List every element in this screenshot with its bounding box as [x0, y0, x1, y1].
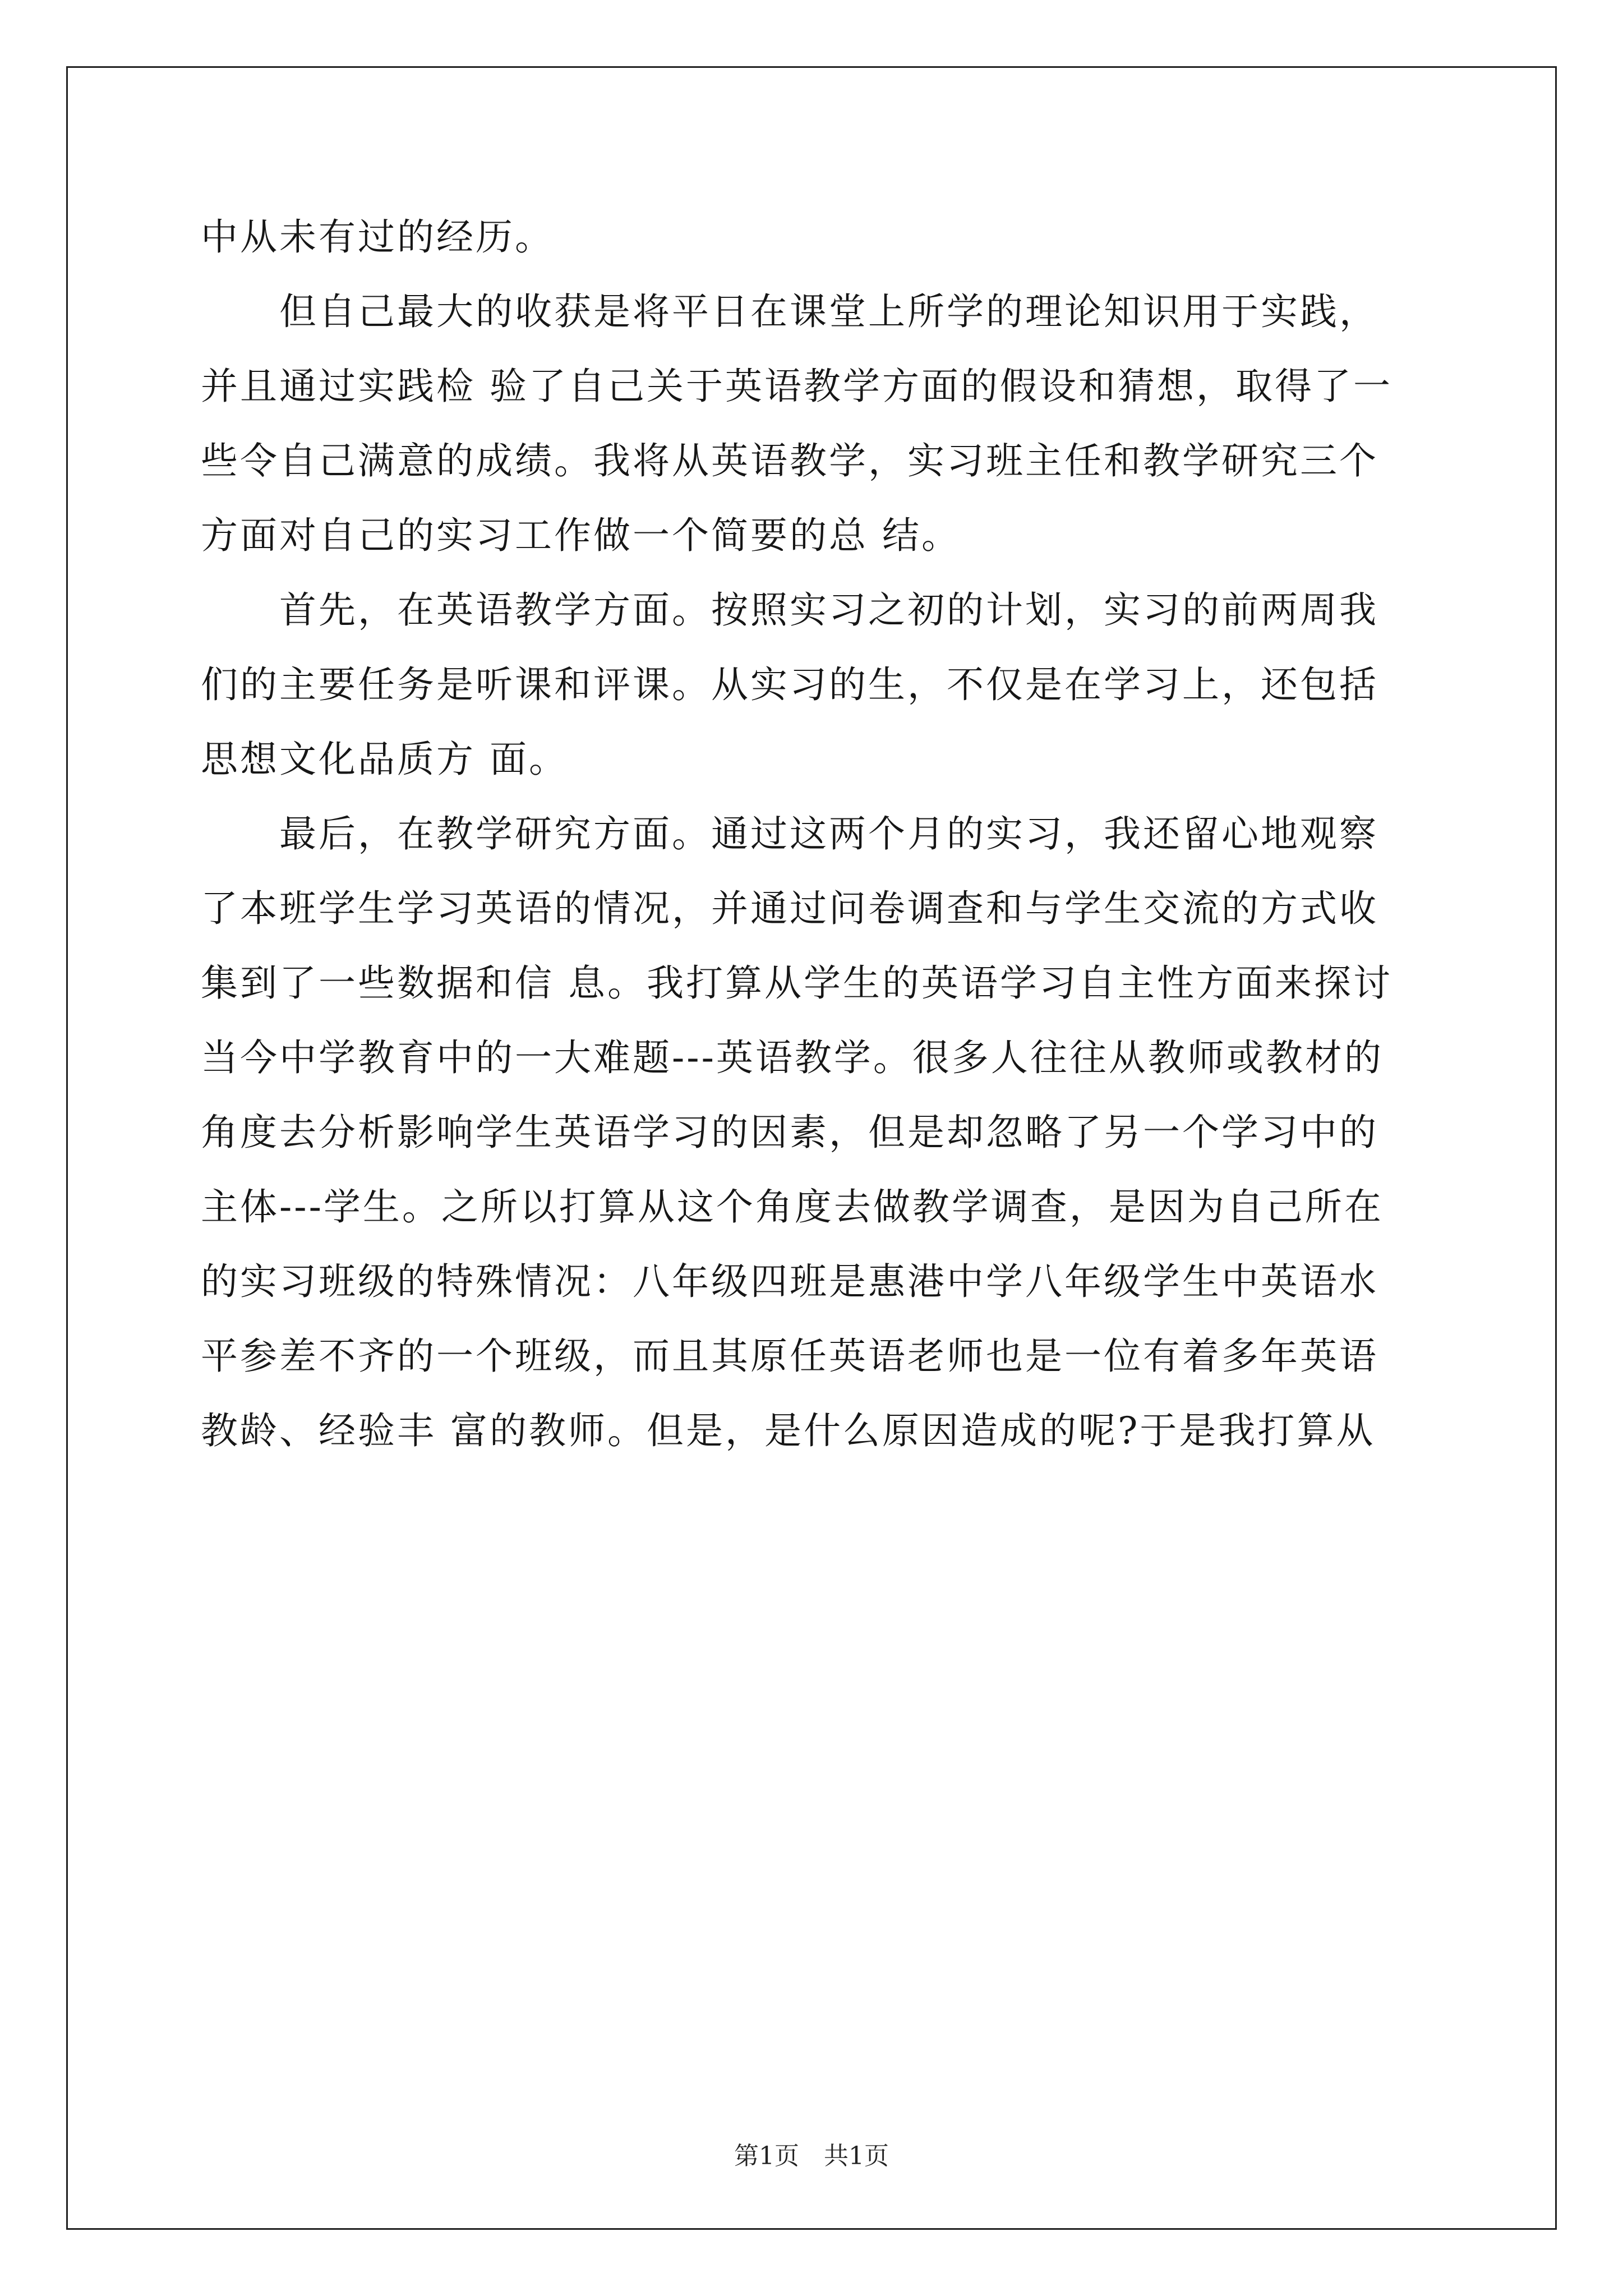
text-line: 集到了一些数据和信 息。我打算从学生的英语学习自主性方面来探讨 — [201, 961, 1393, 1005]
text-line: 方面对自己的实习工作做一个简要的总 结。 — [201, 514, 961, 557]
text-line: 了本班学生学习英语的情况，并通过问卷调查和与学生交流的方式收 — [201, 887, 1378, 930]
text-line: 些令自己满意的成绩。我将从英语教学，实习班主任和教学研究三个 — [201, 439, 1378, 482]
text-line: 思想文化品质方 面。 — [201, 738, 568, 781]
page-footer: 第1页 共1页 — [734, 2142, 889, 2170]
text-line: 中从未有过的经历。 — [201, 215, 554, 259]
text-line: 平参差不齐的一个班级，而且其原任英语老师也是一位有着多年英语 — [201, 1335, 1378, 1378]
text-line: 角度去分析影响学生英语学习的因素，但是却忽略了另一个学习中的 — [201, 1111, 1378, 1154]
text-line: 最后，在教学研究方面。通过这两个月的实习，我还留心地观察 — [201, 812, 1378, 855]
text-line: 教龄、经验丰 富的教师。但是，是什么原因造成的呢?于是我打算从 — [201, 1409, 1376, 1452]
text-line: 的实习班级的特殊情况：八年级四班是惠港中学八年级学生中英语水 — [201, 1260, 1378, 1303]
text-line: 们的主要任务是听课和评课。从实习的生，不仅是在学习上，还包括 — [201, 663, 1378, 706]
text-line: 首先，在英语教学方面。按照实习之初的计划，实习的前两周我 — [201, 588, 1378, 632]
text-line: 当今中学教育中的一大难题---英语教学。很多人往往从教师或教材的 — [201, 1036, 1384, 1079]
text-line: 主体---学生。之所以打算从这个角度去做教学调查，是因为自己所在 — [201, 1185, 1384, 1228]
text-line: 并且通过实践检 验了自己关于英语教学方面的假设和猜想，取得了一 — [201, 365, 1393, 408]
text-line: 但自己最大的收获是将平日在课堂上所学的理论知识用于实践， — [201, 290, 1378, 333]
